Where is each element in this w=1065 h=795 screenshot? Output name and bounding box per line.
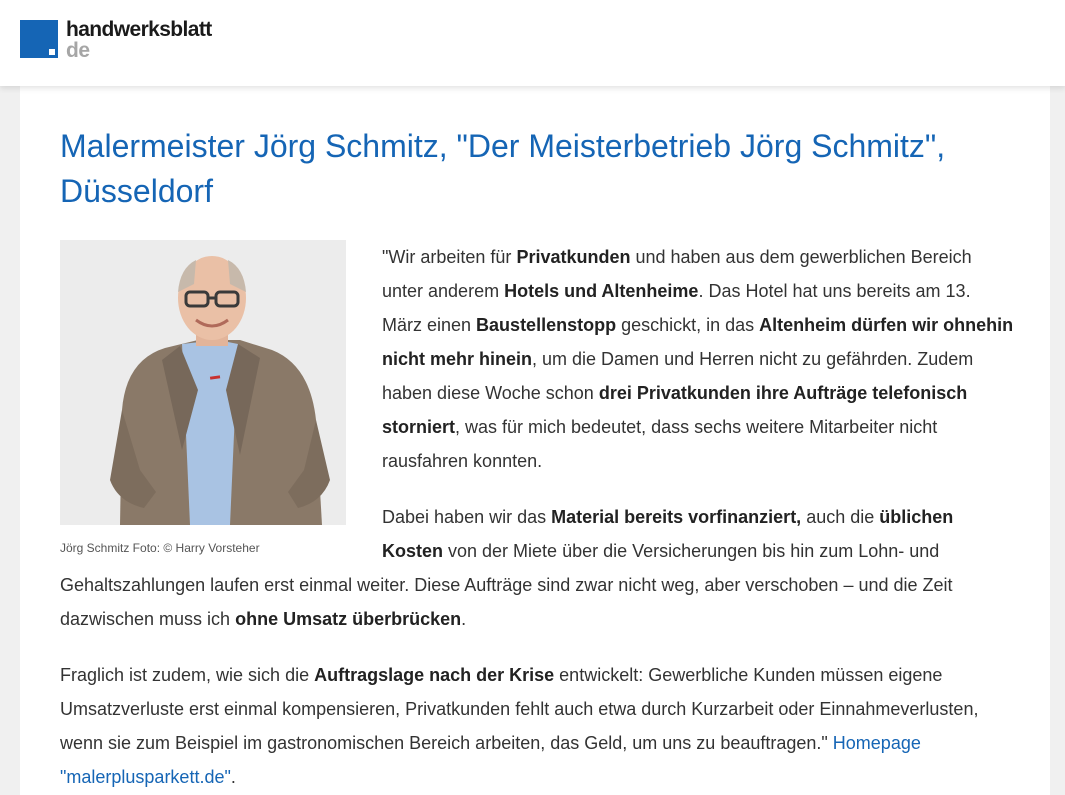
text-run: Fraglich ist zudem, wie sich die [60,665,315,685]
text-run: geschickt, in das [616,315,760,335]
text-run: , was für mich bedeutet, dass sechs weitere Mitarbeiter nicht rausfahren konnten. [382,417,938,471]
text-run: "Wir arbeiten für [382,247,517,267]
bold-text: Privatkunden [516,247,631,267]
bold-text: ohne Umsatz überbrücken [235,609,462,629]
paragraph-3 [60,658,1015,794]
bold-text: Material bereits vorfinanziert, [551,507,802,527]
text-run: und haben aus dem gewerblichen Bereich unter anderem [382,247,972,301]
portrait-photo [60,240,346,525]
bold-text: Auftragslage nach der Krise [314,665,555,685]
bold-text: Baustellenstopp [476,315,617,335]
article-figure [60,240,346,556]
logo-tld: de [66,39,90,62]
text-run: von der Miete über die Versicherungen bis hin zum Lohn- und Gehaltszahlungen laufen erst einmal weiter. Diese Aufträge sind zwar nicht weg, aber verschoben – und die Zeit dazwischen muss ich [60,541,953,629]
site-header [0,0,1065,86]
logo-name: handwerksblatt [66,18,212,41]
article-content [60,124,1015,795]
bold-text: Hotels und Altenheime [504,281,699,301]
homepage-link[interactable]: Homepage "malerplusparkett.de" [60,733,921,787]
article-card [20,86,1050,795]
bold-text: Altenheim dürfen wir ohnehin nicht mehr hinein [382,315,1014,369]
text-run: . [230,767,236,787]
bold-text: drei Privatkunden ihre Aufträge telefonisch storniert [382,383,968,437]
text-run: auch die [801,507,880,527]
portrait-illustration [60,240,346,525]
bold-text: üblichen Kosten [382,507,954,561]
text-run: . Das Hotel hat uns bereits am 13. März einen [382,281,971,335]
article-title: Malermeister Jörg Schmitz, "Der Meisterbetrieb Jörg Schmitz", Düsseldorf [60,128,946,209]
logo-square-icon [20,20,58,58]
text-run: . [461,609,467,629]
text-run: , um die Damen und Herren nicht zu gefährden. Zudem haben diese Woche schon [382,349,974,403]
text-run: Dabei haben wir das [382,507,552,527]
photo-caption: Jörg Schmitz Foto: © Harry Vorsteher [60,541,260,555]
text-run: entwickelt: Gewerbliche Kunden müssen eigene Umsatzverluste erst einmal kompensieren, Privatkunden fehlt auch etwa durch Kurzarbeit oder Einnahmeverlusten, wenn sie zum Beispiel im gastronomischen Bereich arbeiten, das Geld, um uns zu beauftragen." [60,665,979,753]
